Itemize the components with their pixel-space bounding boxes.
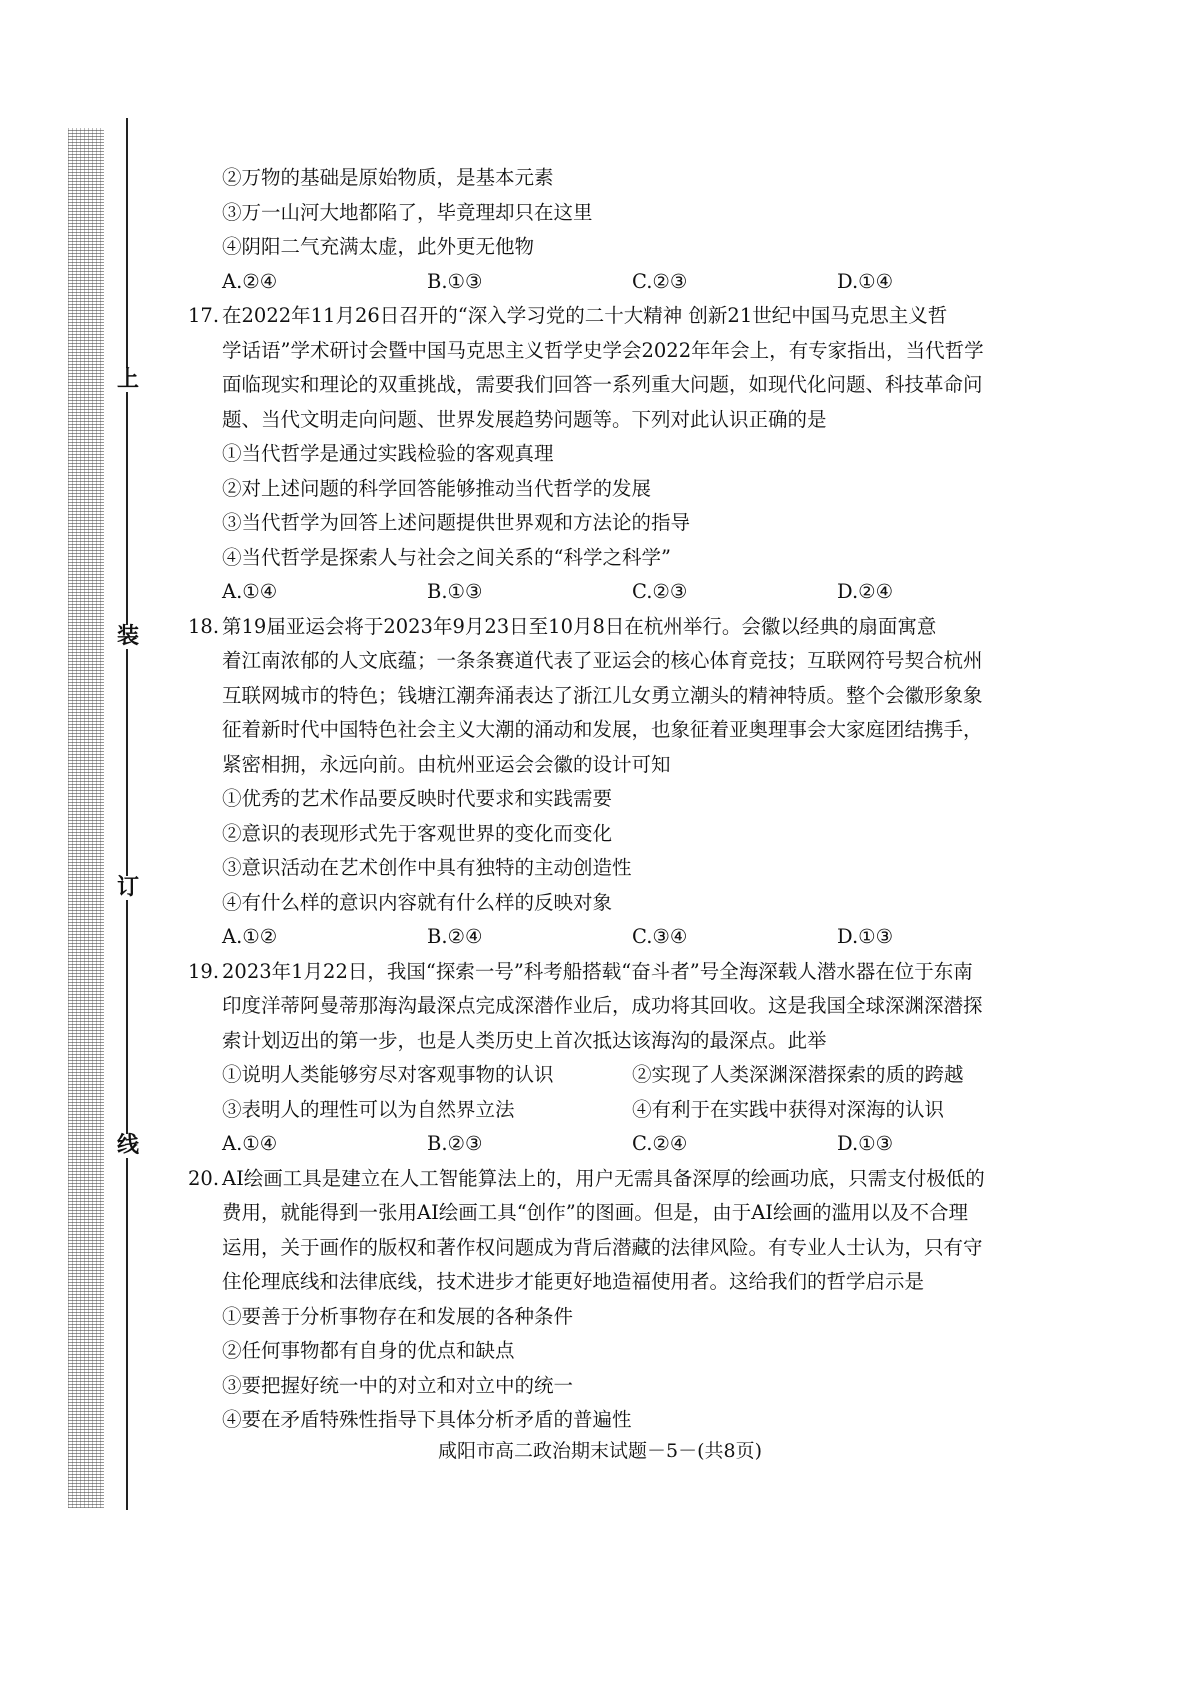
q19-option-b: B.②③ — [427, 1132, 483, 1155]
q18-statement-4: ④有什么样的意识内容就有什么样的反映对象 — [222, 890, 613, 914]
q20-statement-2: ②任何事物都有自身的优点和缺点 — [222, 1339, 515, 1362]
q19-option-c: C.②④ — [632, 1132, 688, 1155]
q17-stem-line: 在2022年11月26日召开的“深入学习党的二十大精神 创新21世纪中国马克思主义哲 — [222, 304, 948, 327]
q18-stem-line: 紧密相拥，永远向前。由杭州亚运会会徽的设计可知 — [222, 752, 671, 776]
q17-stem-line: 题、当代文明走向问题、世界发展趋势问题等。下列对此认识正确的是 — [222, 407, 827, 431]
q17-stem-line: 学话语”学术研讨会暨中国马克思主义哲学史学会2022年年会上，有专家指出，当代哲学 — [222, 338, 984, 362]
q20-stem — [188, 1162, 1042, 1300]
q18-option-b: B.②④ — [427, 925, 483, 948]
q19-statements-row-1 — [222, 1058, 1042, 1093]
q20-statement-1: ①要善于分析事物存在和发展的各种条件 — [222, 1304, 574, 1328]
q17-option-a: A.①④ — [222, 580, 278, 603]
q17-options — [222, 575, 1042, 610]
q18-option-c: C.③④ — [632, 925, 688, 948]
exam-content — [188, 161, 1042, 1438]
q16-option-d: D.①④ — [837, 269, 894, 293]
q17-option-c: C.②③ — [632, 580, 688, 603]
q20-stem-line: 运用，关于画作的版权和著作权问题成为背后潜藏的法律风险。有专业人士认为，只有守 — [222, 1235, 983, 1259]
q18-stem-line: 第19届亚运会将于2023年9月23日至10月8日在杭州举行。会徽以经典的扇面寓意 — [222, 614, 937, 638]
q18-stem-line: 着江南浓郁的人文底蕴；一条条赛道代表了亚运会的核心体育竞技；互联网符号契合杭州 — [222, 649, 983, 672]
q18-number: 18. — [188, 614, 220, 638]
q19-option-a: A.①④ — [222, 1132, 278, 1155]
q16-statement-2: ②万物的基础是原始物质，是基本元素 — [222, 166, 554, 189]
q17-statement-4: ④当代哲学是探索人与社会之间关系的“科学之科学” — [222, 545, 671, 569]
q19-statement-4: ④有利于在实践中获得对深海的认识 — [632, 1097, 945, 1121]
q18-stem-line: 征着新时代中国特色社会主义大潮的涌动和发展，也象征着亚奥理事会大家庭团结携手， — [222, 718, 983, 741]
q16-option-c: C.②③ — [632, 269, 688, 293]
question-18 — [188, 610, 1042, 955]
page-footer: 咸阳市高二政治期末试题－5－(共8页) — [437, 1440, 762, 1462]
q18-stem-line: 互联网城市的特色；钱塘江潮奔涌表达了浙江儿女勇立潮头的精神特质。整个会徽形象象 — [222, 683, 983, 707]
q19-stem — [188, 955, 1042, 1059]
question-16-tail — [222, 161, 1042, 299]
q19-stem-line: 印度洋蒂阿曼蒂那海沟最深点完成深潜作业后，成功将其回收。这是我国全球深渊深潜探 — [222, 994, 983, 1017]
q18-options — [222, 920, 1042, 955]
q18-statement-2: ②意识的表现形式先于客观世界的变化而变化 — [222, 821, 613, 845]
q19-number: 19. — [188, 959, 220, 983]
q17-stem-line: 面临现实和理论的双重挑战，需要我们回答一系列重大问题，如现代化问题、科技革命问 — [222, 373, 983, 396]
q17-statement-1: ①当代哲学是通过实践检验的客观真理 — [222, 442, 554, 465]
q19-statements-row-2 — [222, 1093, 1042, 1128]
q17-option-d: D.②④ — [837, 580, 894, 603]
q20-number: 20. — [188, 1166, 220, 1190]
q19-option-d: D.①③ — [837, 1132, 894, 1155]
question-17 — [188, 299, 1042, 610]
q17-option-b: B.①③ — [427, 580, 483, 603]
q19-statement-3: ③表明人的理性可以为自然界立法 — [222, 1097, 515, 1121]
q16-option-b: B.①③ — [427, 269, 483, 293]
question-19 — [188, 955, 1042, 1162]
q17-statement-2: ②对上述问题的科学回答能够推动当代哲学的发展 — [222, 476, 652, 500]
q19-statement-2: ②实现了人类深渊深潜探索的质的跨越 — [632, 1063, 964, 1086]
q20-stem-line: AI绘画工具是建立在人工智能算法上的，用户无需具备深厚的绘画功底，只需支付极低的 — [222, 1166, 985, 1190]
q19-options — [222, 1127, 1042, 1162]
question-20 — [188, 1162, 1042, 1438]
q17-statement-3: ③当代哲学为回答上述问题提供世界观和方法论的指导 — [222, 511, 691, 534]
q20-statement-4: ④要在矛盾特殊性指导下具体分析矛盾的普遍性 — [222, 1408, 632, 1431]
binding-line — [126, 118, 128, 1510]
binding-char-shang: 上 — [116, 367, 139, 392]
q19-statement-1: ①说明人类能够穷尽对客观事物的认识 — [222, 1063, 554, 1086]
q18-statement-1: ①优秀的艺术作品要反映时代要求和实践需要 — [222, 787, 613, 810]
q19-stem-line: 2023年1月22日，我国“探索一号”科考船搭载“奋斗者”号全海深载人潜水器在位于东南 — [222, 959, 973, 983]
q19-stem-line: 索计划迈出的第一步，也是人类历史上首次抵达该海沟的最深点。此举 — [222, 1028, 827, 1052]
binding-char-xian: 线 — [116, 1133, 139, 1158]
q16-option-a: A.②④ — [222, 269, 278, 293]
q18-statement-3: ③意识活动在艺术创作中具有独特的主动创造性 — [222, 856, 632, 879]
q18-stem — [188, 610, 1042, 783]
q20-statement-3: ③要把握好统一中的对立和对立中的统一 — [222, 1373, 574, 1397]
q20-stem-line: 住伦理底线和法律底线，技术进步才能更好地造福使用者。这给我们的哲学启示是 — [222, 1270, 925, 1293]
q16-statement-4: ④阴阳二气充满太虚，此外更无他物 — [222, 235, 535, 258]
binding-pattern — [68, 128, 104, 1508]
q17-stem — [188, 299, 1042, 437]
q17-number: 17. — [188, 304, 220, 327]
binding-char-ding: 订 — [116, 875, 139, 900]
q20-stem-line: 费用，就能得到一张用AI绘画工具“创作”的图画。但是，由于AI绘画的滥用以及不合理 — [222, 1201, 969, 1224]
q18-option-d: D.①③ — [837, 925, 894, 948]
q16-options — [222, 265, 1042, 300]
binding-char-zhuang: 装 — [116, 624, 139, 649]
q16-statement-3: ③万一山河大地都陷了，毕竟理却只在这里 — [222, 200, 593, 224]
q18-option-a: A.①② — [222, 925, 278, 948]
